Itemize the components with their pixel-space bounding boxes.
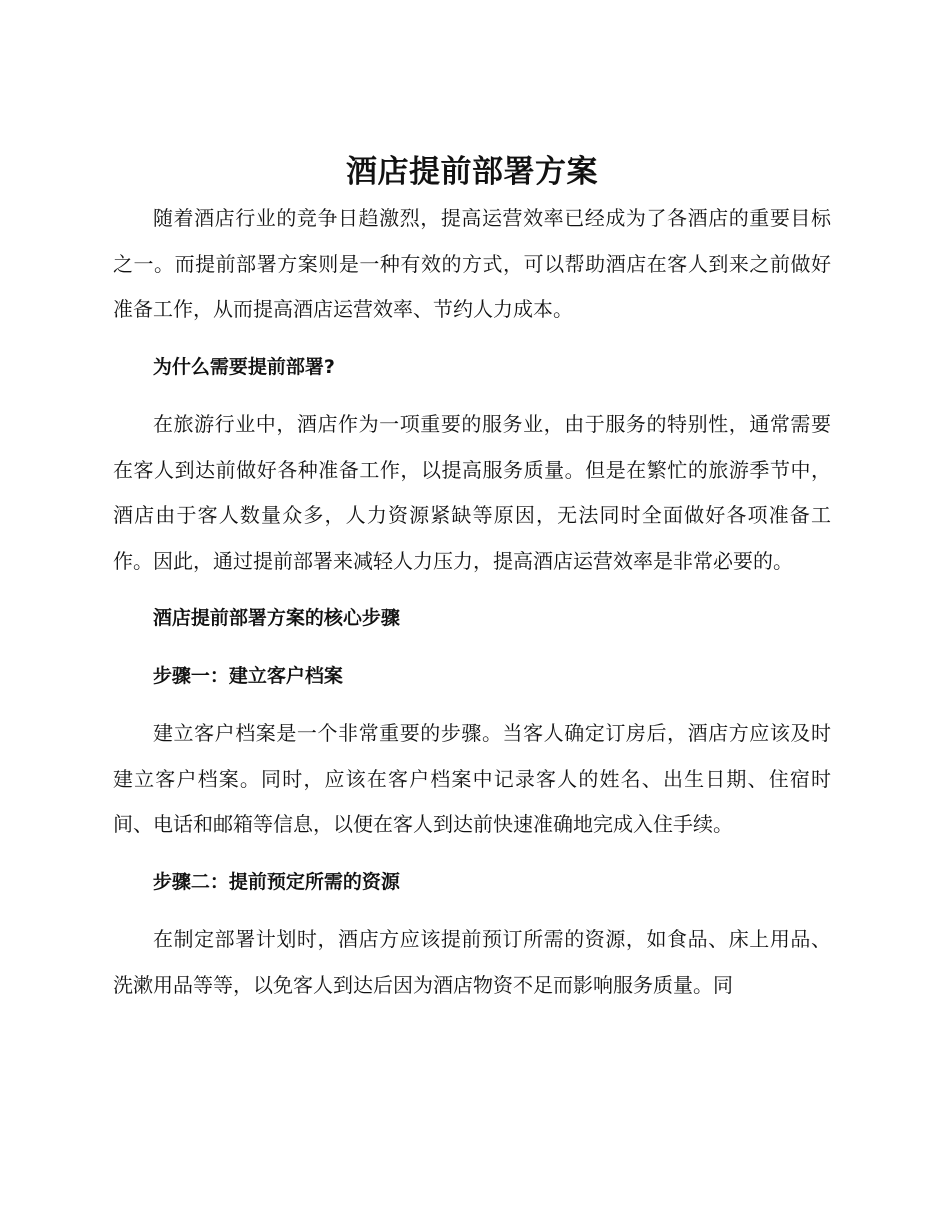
document-page — [113, 150, 831, 1008]
step1-heading: 步骤一：建立客户档案 — [152, 664, 343, 687]
step1-paragraph: 建立客户档案是一个非常重要的步骤。当客人确定订房后，酒店方应该及时建立客户档案。同时，应该在客户档案中记录客人的姓名、出生日期、住宿时间、电话和邮箱等信息，以便在客人到达前快速准确地完成入住手续。 — [113, 721, 831, 836]
step2-paragraph: 在制定部署计划时，酒店方应该提前预订所需的资源，如食品、床上用品、洗漱用品等等，以免客人到达后因为酒店物资不足而影响服务质量。同 — [113, 927, 831, 997]
step2-heading: 步骤二：提前预定所需的资源 — [152, 870, 400, 893]
core-steps-heading: 酒店提前部署方案的核心步骤 — [152, 607, 400, 629]
document-title: 酒店提前部署方案 — [346, 154, 598, 190]
why-heading: 为什么需要提前部署? — [152, 355, 335, 378]
why-paragraph: 在旅游行业中，酒店作为一项重要的服务业，由于服务的特别性，通常需要在客人到达前做好各种准备工作，以提高服务质量。但是在繁忙的旅游季节中，酒店由于客人数量众多，人力资源紧缺等原因，无法同时全面做好各项准备工作。因此，通过提前部署来减轻人力压力，提高酒店运营效率是非常必要的。 — [113, 412, 831, 573]
intro-paragraph: 随着酒店行业的竞争日趋激烈，提高运营效率已经成为了各酒店的重要目标之一。而提前部署方案则是一种有效的方式，可以帮助酒店在客人到来之前做好准备工作，从而提高酒店运营效率、节约人力成本。 — [113, 206, 831, 321]
